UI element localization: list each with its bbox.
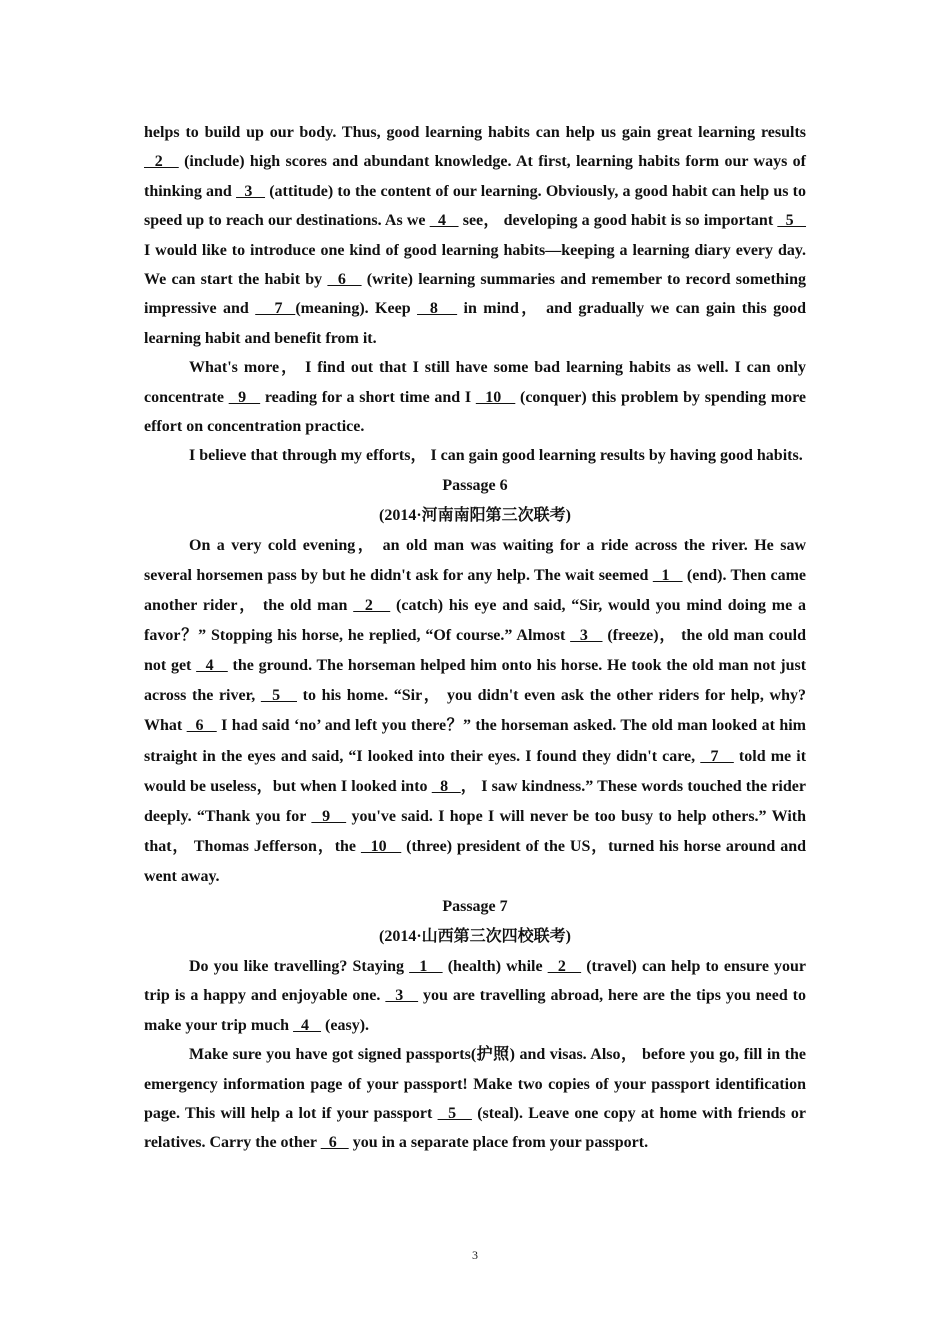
text: (meaning). Keep — [295, 300, 418, 318]
blank-3: 3 — [236, 182, 266, 200]
text: (include) high scores and abundant knowledge. At first, learning habits form our ways of thinking and — [144, 153, 806, 200]
blank-3: 3 — [570, 627, 603, 645]
blank-2: 2 — [353, 597, 391, 615]
text: What's more， I find out that I still have some bad learning habits as well. I can only concentrate — [144, 359, 806, 406]
passage7-paragraph-2 — [144, 1040, 806, 1158]
document-page — [144, 118, 806, 1158]
text: On a very cold evening， an old man was waiting for a ride across the river. He saw several horsemen pass by but he didn't ask for any help. The wait seemed — [144, 536, 806, 584]
text: I had said ‘no’ and left you there？” the horseman asked. The old man looked at him straight in the eyes and said, “I looked into their eyes. I found they didn't care, — [144, 717, 807, 765]
text: you've said. I hope I will never be too busy to help others.” With that， Thomas Jefferson，the — [144, 807, 807, 855]
blank-6: 6 — [320, 1134, 349, 1152]
blank-3: 3 — [385, 987, 419, 1005]
blank-4: 4 — [429, 212, 459, 230]
text: (conquer) this problem by spending more effort on concentration practice. — [144, 388, 807, 436]
blank-6: 6 — [327, 271, 362, 289]
text: helps to build up our body. Thus, good learning habits can help us gain great learning results — [144, 124, 806, 141]
blank-10: 10 — [475, 388, 516, 406]
blank-5: 5 — [437, 1105, 472, 1123]
text: (attitude) to the content of our learning. Obviously, a good habit can help us to speed up to reach our destinations. As we — [144, 182, 807, 230]
blank-6: 6 — [186, 717, 217, 735]
text: you are travelling abroad, here are the tips you need to make your trip much — [144, 987, 807, 1034]
text: to his home. “Sir， you didn't even ask the other riders for help, why? What — [144, 687, 807, 735]
text: ， I saw kindness.” These words touched the rider deeply. “Thank you for — [144, 777, 806, 825]
blank-2: 2 — [547, 958, 582, 975]
blank-5: 5 — [777, 212, 807, 230]
passage5-paragraph-3: I believe that through my efforts， I can gain good learning results by having good habits. — [189, 447, 803, 465]
blank-7: 7 — [255, 300, 296, 318]
blank-2: 2 — [144, 153, 179, 171]
blank-4: 4 — [196, 657, 228, 675]
text: (travel) can help to ensure your trip is a happy and enjoyable one. — [144, 958, 807, 1005]
text: reading for a short time and I — [260, 388, 476, 406]
passage6-source: (2014·河南南阳第三次联考) — [379, 506, 571, 524]
text: (easy). — [321, 1016, 370, 1034]
text: (three) president of the US，turned his horse around and went away. — [144, 837, 806, 885]
blank-9: 9 — [228, 388, 261, 406]
blank-7: 7 — [700, 747, 734, 765]
blank-8: 8 — [431, 777, 461, 795]
passage5-paragraph-2 — [144, 353, 806, 441]
blank-4: 4 — [293, 1016, 322, 1034]
passage7-title: Passage 7 — [442, 898, 508, 915]
text: (freeze)， the old man could not get — [144, 627, 806, 675]
blank-1: 1 — [652, 566, 683, 584]
text: (health) while — [442, 958, 548, 975]
text: (catch) his eye and said, “Sir, would you mind doing me a favor？” Stopping his horse, he replied, “Of course.” Almost — [144, 597, 807, 645]
text: the ground. The horseman helped him onto his horse. He took the old man not just across the river, — [144, 657, 807, 705]
blank-10: 10 — [360, 837, 402, 855]
passage6-title: Passage 6 — [442, 476, 508, 494]
text: (write) learning summaries and remember to record something impressive and — [144, 271, 807, 318]
text: told me it would be useless，but when I looked into — [144, 747, 807, 795]
page-number: 3 — [472, 1248, 478, 1262]
text: Do you like travelling? Staying — [189, 958, 410, 975]
passage6-paragraph-1 — [144, 531, 806, 892]
blank-5: 5 — [260, 687, 297, 705]
text: I would like to introduce one kind of good learning habits—keeping a learning diary every day. We can start the habit by — [144, 241, 806, 289]
text: (end). Then came another rider， the old man — [144, 566, 806, 615]
text: see， developing a good habit is so important — [458, 212, 778, 230]
blank-1: 1 — [409, 958, 443, 975]
blank-9: 9 — [311, 807, 347, 825]
blank-8: 8 — [417, 300, 458, 318]
passage7-paragraph-1 — [144, 952, 806, 1040]
text: you in a separate place from your passport. — [348, 1134, 649, 1152]
text: (steal). Leave one copy at home with friends or relatives. Carry the other — [144, 1105, 807, 1152]
text: in mind， and gradually we can gain this good learning habit and benefit from it. — [144, 300, 807, 347]
passage7-source: (2014·山西第三次四校联考) — [379, 928, 571, 945]
passage5-paragraph-1 — [144, 118, 806, 353]
text: Make sure you have got signed passports(护照) and visas. Also， before you go, fill in the emergency information page of your passport! Make two copies of your passport identification page. This will help a lot if your passport — [144, 1046, 806, 1123]
